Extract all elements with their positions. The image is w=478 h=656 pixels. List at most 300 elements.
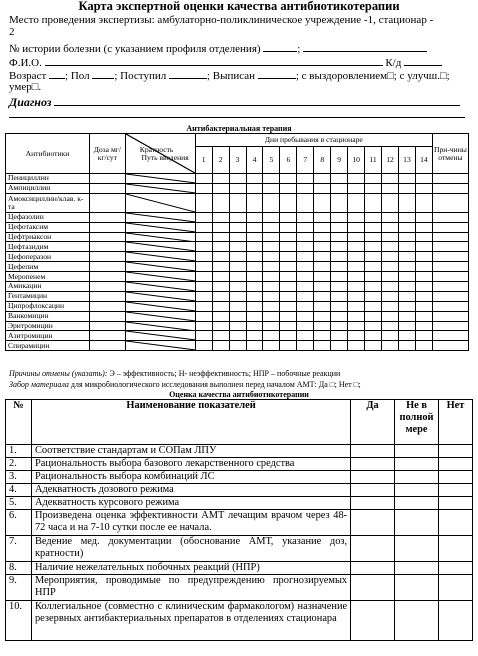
day-cell[interactable] [280,232,297,242]
qc-yes-cell[interactable] [351,575,395,601]
day-cell[interactable] [415,311,432,321]
frequency-route-cell[interactable] [125,212,195,222]
day-cell[interactable] [297,183,314,193]
day-cell[interactable] [195,212,212,222]
day-cell[interactable] [263,174,280,184]
day-cell[interactable] [263,222,280,232]
day-cell[interactable] [399,272,416,282]
day-cell[interactable] [212,301,229,311]
dose-cell[interactable] [89,242,125,252]
day-cell[interactable] [415,321,432,331]
reason-cell[interactable] [432,291,468,301]
day-cell[interactable] [399,262,416,272]
day-cell[interactable] [314,291,331,301]
day-cell[interactable] [348,272,365,282]
day-cell[interactable] [263,272,280,282]
qc-yes-cell[interactable] [351,445,395,458]
day-cell[interactable] [297,291,314,301]
qc-partial-cell[interactable] [395,601,439,641]
history-number-field[interactable] [303,41,427,52]
qc-no-cell[interactable] [439,471,473,484]
reason-cell[interactable] [432,301,468,311]
dose-cell[interactable] [89,212,125,222]
day-cell[interactable] [229,174,246,184]
day-cell[interactable] [246,252,263,262]
frequency-route-cell[interactable] [125,301,195,311]
day-cell[interactable] [382,232,399,242]
day-cell[interactable] [382,242,399,252]
day-cell[interactable] [382,193,399,212]
day-cell[interactable] [297,242,314,252]
day-cell[interactable] [229,252,246,262]
day-cell[interactable] [348,291,365,301]
day-cell[interactable] [246,272,263,282]
day-cell[interactable] [229,272,246,282]
day-cell[interactable] [399,174,416,184]
day-cell[interactable] [365,272,382,282]
admitted-field[interactable] [169,68,207,79]
day-cell[interactable] [365,341,382,351]
day-cell[interactable] [365,331,382,341]
day-cell[interactable] [382,291,399,301]
day-cell[interactable] [348,242,365,252]
day-cell[interactable] [314,212,331,222]
day-cell[interactable] [195,193,212,212]
day-cell[interactable] [365,193,382,212]
qc-partial-cell[interactable] [395,575,439,601]
day-cell[interactable] [348,282,365,292]
day-cell[interactable] [415,183,432,193]
day-cell[interactable] [399,341,416,351]
discharged-field[interactable] [258,68,296,79]
day-cell[interactable] [348,321,365,331]
day-cell[interactable] [415,242,432,252]
reason-cell[interactable] [432,232,468,242]
qc-yes-cell[interactable] [351,536,395,562]
day-cell[interactable] [415,222,432,232]
day-cell[interactable] [229,262,246,272]
dose-cell[interactable] [89,183,125,193]
day-cell[interactable] [263,183,280,193]
qc-no-cell[interactable] [439,536,473,562]
day-cell[interactable] [280,282,297,292]
day-cell[interactable] [399,331,416,341]
day-cell[interactable] [348,222,365,232]
day-cell[interactable] [415,232,432,242]
day-cell[interactable] [382,262,399,272]
day-cell[interactable] [263,252,280,262]
day-cell[interactable] [382,272,399,282]
qc-partial-cell[interactable] [395,484,439,497]
day-cell[interactable] [229,222,246,232]
day-cell[interactable] [415,193,432,212]
frequency-route-cell[interactable] [125,341,195,351]
dose-cell[interactable] [89,174,125,184]
day-cell[interactable] [415,174,432,184]
day-cell[interactable] [212,212,229,222]
qc-no-cell[interactable] [439,484,473,497]
qc-no-cell[interactable] [439,562,473,575]
day-cell[interactable] [365,262,382,272]
day-cell[interactable] [314,341,331,351]
day-cell[interactable] [382,331,399,341]
day-cell[interactable] [399,252,416,262]
reason-cell[interactable] [432,282,468,292]
day-cell[interactable] [314,321,331,331]
day-cell[interactable] [229,331,246,341]
dose-cell[interactable] [89,341,125,351]
qc-partial-cell[interactable] [395,458,439,471]
reason-cell[interactable] [432,252,468,262]
day-cell[interactable] [212,331,229,341]
day-cell[interactable] [382,311,399,321]
day-cell[interactable] [365,212,382,222]
dose-cell[interactable] [89,272,125,282]
day-cell[interactable] [246,262,263,272]
day-cell[interactable] [382,174,399,184]
day-cell[interactable] [195,301,212,311]
day-cell[interactable] [280,301,297,311]
sex-field[interactable] [92,68,114,79]
day-cell[interactable] [195,341,212,351]
day-cell[interactable] [212,291,229,301]
day-cell[interactable] [331,212,348,222]
qc-yes-cell[interactable] [351,484,395,497]
qc-yes-cell[interactable] [351,497,395,510]
qc-yes-cell[interactable] [351,601,395,641]
reason-cell[interactable] [432,212,468,222]
day-cell[interactable] [382,222,399,232]
day-cell[interactable] [280,193,297,212]
frequency-route-cell[interactable] [125,242,195,252]
day-cell[interactable] [297,341,314,351]
frequency-route-cell[interactable] [125,252,195,262]
day-cell[interactable] [365,282,382,292]
day-cell[interactable] [263,331,280,341]
dose-cell[interactable] [89,282,125,292]
day-cell[interactable] [348,341,365,351]
qc-no-cell[interactable] [439,458,473,471]
qc-yes-cell[interactable] [351,458,395,471]
day-cell[interactable] [399,183,416,193]
day-cell[interactable] [195,174,212,184]
frequency-route-cell[interactable] [125,193,195,212]
day-cell[interactable] [246,193,263,212]
day-cell[interactable] [314,193,331,212]
day-cell[interactable] [365,242,382,252]
frequency-route-cell[interactable] [125,291,195,301]
day-cell[interactable] [331,174,348,184]
day-cell[interactable] [331,272,348,282]
reason-cell[interactable] [432,331,468,341]
day-cell[interactable] [246,232,263,242]
day-cell[interactable] [365,301,382,311]
qc-no-cell[interactable] [439,575,473,601]
day-cell[interactable] [229,321,246,331]
day-cell[interactable] [263,193,280,212]
day-cell[interactable] [314,331,331,341]
reason-cell[interactable] [432,311,468,321]
reason-cell[interactable] [432,183,468,193]
age-field[interactable] [49,68,65,79]
day-cell[interactable] [314,272,331,282]
day-cell[interactable] [229,193,246,212]
day-cell[interactable] [280,262,297,272]
qc-partial-cell[interactable] [395,497,439,510]
day-cell[interactable] [246,321,263,331]
day-cell[interactable] [246,174,263,184]
day-cell[interactable] [297,222,314,232]
reason-cell[interactable] [432,193,468,212]
reason-cell[interactable] [432,174,468,184]
day-cell[interactable] [229,242,246,252]
dose-cell[interactable] [89,321,125,331]
day-cell[interactable] [365,291,382,301]
day-cell[interactable] [348,174,365,184]
day-cell[interactable] [212,232,229,242]
day-cell[interactable] [246,282,263,292]
qc-partial-cell[interactable] [395,471,439,484]
reason-cell[interactable] [432,222,468,232]
day-cell[interactable] [331,331,348,341]
day-cell[interactable] [415,341,432,351]
day-cell[interactable] [365,252,382,262]
day-cell[interactable] [314,232,331,242]
day-cell[interactable] [331,242,348,252]
day-cell[interactable] [297,301,314,311]
day-cell[interactable] [280,272,297,282]
qc-partial-cell[interactable] [395,510,439,536]
day-cell[interactable] [314,242,331,252]
day-cell[interactable] [229,311,246,321]
day-cell[interactable] [348,252,365,262]
dose-cell[interactable] [89,291,125,301]
qc-partial-cell[interactable] [395,536,439,562]
reason-cell[interactable] [432,242,468,252]
day-cell[interactable] [195,331,212,341]
day-cell[interactable] [263,232,280,242]
day-cell[interactable] [280,212,297,222]
day-cell[interactable] [382,212,399,222]
day-cell[interactable] [297,252,314,262]
dose-cell[interactable] [89,311,125,321]
qc-partial-cell[interactable] [395,562,439,575]
day-cell[interactable] [212,311,229,321]
day-cell[interactable] [331,291,348,301]
day-cell[interactable] [415,291,432,301]
day-cell[interactable] [212,222,229,232]
day-cell[interactable] [382,183,399,193]
day-cell[interactable] [314,222,331,232]
day-cell[interactable] [314,282,331,292]
day-cell[interactable] [195,291,212,301]
qc-no-cell[interactable] [439,497,473,510]
day-cell[interactable] [348,183,365,193]
day-cell[interactable] [399,291,416,301]
day-cell[interactable] [399,193,416,212]
history-profile-field[interactable] [263,41,297,52]
day-cell[interactable] [399,321,416,331]
day-cell[interactable] [415,252,432,262]
dose-cell[interactable] [89,301,125,311]
day-cell[interactable] [399,212,416,222]
day-cell[interactable] [246,311,263,321]
day-cell[interactable] [415,272,432,282]
diagnosis-field[interactable] [54,95,460,106]
day-cell[interactable] [365,174,382,184]
kd-field[interactable] [404,55,442,66]
day-cell[interactable] [399,282,416,292]
day-cell[interactable] [246,331,263,341]
day-cell[interactable] [246,212,263,222]
day-cell[interactable] [280,291,297,301]
day-cell[interactable] [263,291,280,301]
day-cell[interactable] [229,291,246,301]
day-cell[interactable] [297,174,314,184]
day-cell[interactable] [348,232,365,242]
day-cell[interactable] [195,222,212,232]
day-cell[interactable] [229,183,246,193]
day-cell[interactable] [415,212,432,222]
day-cell[interactable] [399,242,416,252]
day-cell[interactable] [280,341,297,351]
day-cell[interactable] [314,262,331,272]
day-cell[interactable] [229,232,246,242]
frequency-route-cell[interactable] [125,282,195,292]
qc-no-cell[interactable] [439,510,473,536]
day-cell[interactable] [314,174,331,184]
fio-field[interactable] [45,55,383,66]
day-cell[interactable] [280,174,297,184]
day-cell[interactable] [297,272,314,282]
frequency-route-cell[interactable] [125,222,195,232]
day-cell[interactable] [195,183,212,193]
day-cell[interactable] [280,242,297,252]
day-cell[interactable] [212,262,229,272]
day-cell[interactable] [399,311,416,321]
day-cell[interactable] [246,222,263,232]
outcome-options[interactable]: ; с выздоровлением□; с улучш.□; [295,70,450,82]
day-cell[interactable] [382,321,399,331]
dose-cell[interactable] [89,222,125,232]
died-option[interactable]: умер□. [9,81,42,93]
qc-no-cell[interactable] [439,601,473,641]
day-cell[interactable] [348,262,365,272]
day-cell[interactable] [212,272,229,282]
day-cell[interactable] [263,321,280,331]
day-cell[interactable] [212,321,229,331]
day-cell[interactable] [314,301,331,311]
day-cell[interactable] [195,252,212,262]
day-cell[interactable] [246,341,263,351]
day-cell[interactable] [246,291,263,301]
day-cell[interactable] [415,331,432,341]
day-cell[interactable] [263,212,280,222]
day-cell[interactable] [314,252,331,262]
day-cell[interactable] [246,183,263,193]
day-cell[interactable] [415,282,432,292]
day-cell[interactable] [280,331,297,341]
frequency-route-cell[interactable] [125,262,195,272]
frequency-route-cell[interactable] [125,174,195,184]
day-cell[interactable] [195,272,212,282]
day-cell[interactable] [263,282,280,292]
day-cell[interactable] [297,321,314,331]
day-cell[interactable] [195,282,212,292]
day-cell[interactable] [229,341,246,351]
dose-cell[interactable] [89,193,125,212]
day-cell[interactable] [195,321,212,331]
day-cell[interactable] [212,193,229,212]
day-cell[interactable] [212,174,229,184]
day-cell[interactable] [297,193,314,212]
frequency-route-cell[interactable] [125,321,195,331]
reason-cell[interactable] [432,262,468,272]
day-cell[interactable] [195,262,212,272]
day-cell[interactable] [263,311,280,321]
day-cell[interactable] [280,183,297,193]
dose-cell[interactable] [89,331,125,341]
day-cell[interactable] [331,301,348,311]
day-cell[interactable] [331,252,348,262]
day-cell[interactable] [297,212,314,222]
day-cell[interactable] [212,252,229,262]
day-cell[interactable] [195,311,212,321]
day-cell[interactable] [382,341,399,351]
qc-yes-cell[interactable] [351,510,395,536]
day-cell[interactable] [314,311,331,321]
day-cell[interactable] [314,183,331,193]
day-cell[interactable] [280,222,297,232]
day-cell[interactable] [331,262,348,272]
frequency-route-cell[interactable] [125,232,195,242]
day-cell[interactable] [399,232,416,242]
day-cell[interactable] [212,242,229,252]
qc-yes-cell[interactable] [351,562,395,575]
day-cell[interactable] [280,311,297,321]
frequency-route-cell[interactable] [125,331,195,341]
day-cell[interactable] [297,262,314,272]
day-cell[interactable] [297,331,314,341]
day-cell[interactable] [195,232,212,242]
day-cell[interactable] [399,222,416,232]
day-cell[interactable] [331,193,348,212]
qc-no-cell[interactable] [439,445,473,458]
day-cell[interactable] [365,222,382,232]
frequency-route-cell[interactable] [125,272,195,282]
day-cell[interactable] [263,242,280,252]
day-cell[interactable] [297,232,314,242]
day-cell[interactable] [212,341,229,351]
day-cell[interactable] [382,252,399,262]
day-cell[interactable] [229,212,246,222]
day-cell[interactable] [399,301,416,311]
frequency-route-cell[interactable] [125,311,195,321]
day-cell[interactable] [263,262,280,272]
day-cell[interactable] [382,282,399,292]
reason-cell[interactable] [432,272,468,282]
day-cell[interactable] [331,183,348,193]
day-cell[interactable] [280,321,297,331]
qc-yes-cell[interactable] [351,471,395,484]
reason-cell[interactable] [432,321,468,331]
day-cell[interactable] [365,232,382,242]
day-cell[interactable] [415,262,432,272]
day-cell[interactable] [331,282,348,292]
day-cell[interactable] [212,282,229,292]
dose-cell[interactable] [89,262,125,272]
day-cell[interactable] [365,311,382,321]
